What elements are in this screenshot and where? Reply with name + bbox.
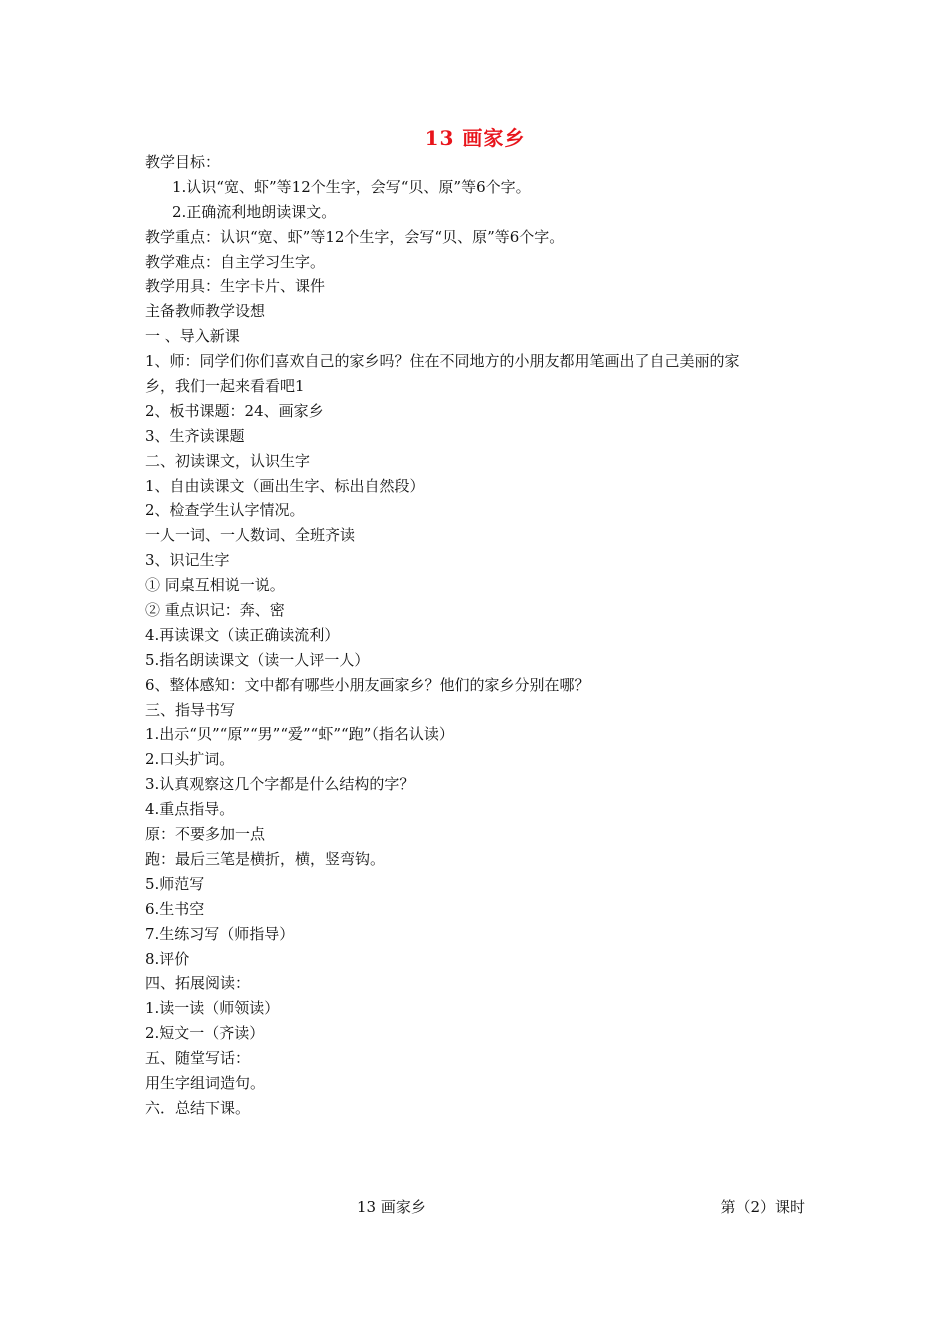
text-line: 2.口头扩词。 [145, 750, 235, 769]
text-line: 2.短文一（齐读） [145, 1024, 265, 1043]
page-footer [145, 1195, 805, 1219]
text-line: 3.认真观察这几个字都是什么结构的字？ [145, 775, 415, 794]
text-line: 1.认识“宽、虾”等12个生字，会写“贝、原”等6个字。 [172, 177, 531, 196]
text-line: 1、自由读课文（画出生字、标出自然段） [145, 476, 425, 495]
text-line: 1.读一读（师领读） [145, 999, 280, 1018]
text-line: 教学用具：生字卡片、课件 [145, 277, 326, 296]
text-line: 三、指导书写 [145, 700, 236, 719]
text-line: 二、初读课文，认识生字 [145, 451, 311, 470]
text-line: 8.评价 [145, 949, 190, 968]
text-line: 1、师：同学们你们喜欢自己的家乡吗？住在不同地方的小朋友都用笔画出了自己美丽的家 [145, 352, 740, 371]
text-line: 4.重点指导。 [145, 800, 235, 819]
text-line: 跑：最后三笔是横折，横，竖弯钩。 [145, 849, 386, 868]
text-line: 2、板书课题：24、画家乡 [145, 401, 324, 420]
text-line: 7.生练习写（师指导） [145, 924, 295, 943]
text-line: 6.生书空 [145, 899, 205, 918]
text-line: 3、生齐读课题 [145, 426, 245, 445]
text-line: 教学重点：认识“宽、虾”等12个生字，会写“贝、原”等6个字。 [145, 227, 565, 246]
text-line: 教学目标： [145, 153, 221, 171]
text-line: ① 同桌互相说一说。 [145, 576, 285, 595]
text-line: 四、拓展阅读： [145, 974, 251, 993]
text-line: 原：不要多加一点 [145, 825, 266, 844]
text-line: 用生字组词造句。 [145, 1073, 266, 1092]
text-line: 2.正确流利地朗读课文。 [172, 202, 337, 221]
text-line: 主备教师教学设想 [145, 302, 266, 321]
document-body [145, 150, 815, 1121]
text-line: 2、检查学生认字情况。 [145, 501, 305, 520]
text-line: 一人一词、一人数词、全班齐读 [145, 526, 356, 545]
text-line: 六．总结下课。 [145, 1098, 251, 1117]
text-line: 6、整体感知：文中都有哪些小朋友画家乡？他们的家乡分别在哪？ [145, 675, 590, 694]
text-line: 4.再读课文（读正确读流利） [145, 625, 340, 644]
text-line: 一 、导入新课 [145, 327, 240, 346]
text-line: 5.指名朗读课文（读一人评一人） [145, 650, 370, 669]
text-line: 5.师范写 [145, 874, 205, 893]
footer-period: 第（2）课时 [720, 1198, 805, 1216]
text-line: 五、随堂写话： [145, 1049, 251, 1068]
document-title: 13 画家乡 [424, 126, 526, 150]
text-line: 乡，我们一起来看看吧1 [145, 377, 305, 396]
text-line: 3、识记生字 [145, 551, 230, 570]
text-line: 教学难点：自主学习生字。 [145, 252, 326, 271]
footer-lesson-title: 13 画家乡 [357, 1198, 426, 1216]
text-line: 1.出示“贝”“原”“男”“爱”“虾”“跑”（指名认读） [145, 725, 454, 744]
text-line: ② 重点识记：奔、密 [145, 601, 285, 620]
